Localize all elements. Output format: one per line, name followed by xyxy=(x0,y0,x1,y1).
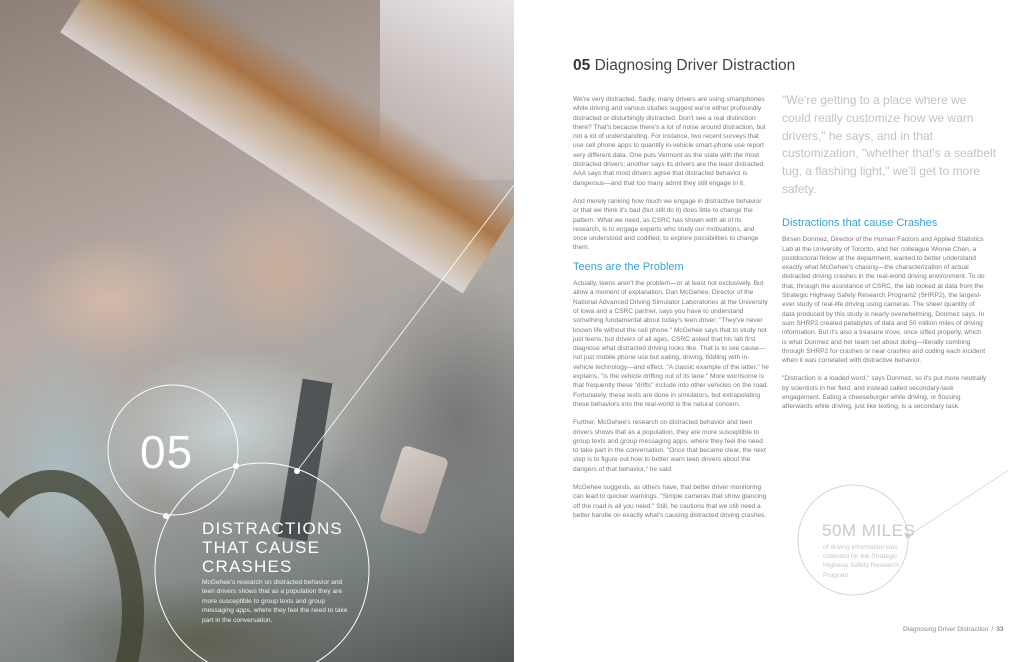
left-column xyxy=(573,95,769,529)
section-heading-teens: Teens are the Problem xyxy=(573,260,684,273)
footer-separator: / xyxy=(991,626,994,633)
paragraph: Further, McGehee's research on distracted behavior and teen drivers shows that as a population, they are more susceptible to group texts and group messaging apps, where they feel the need to take part in the conversation. "Once that became clear, the next step is to figure out how to better warn teen drivers about the dangers of that behavior," he said. xyxy=(573,419,766,473)
paragraph: And merely ranking how much we engage in distractive behavior or that we think it's bad (but still do it) does little to change the pattern. What we need, as CSRC has shown with all of its research, is to engage experts who study our motivations, and once understood and codified, to explore possibilities to change them. xyxy=(573,197,762,252)
stat-description: of driving information was collected for the Strategic Highway Safety Research Program xyxy=(823,544,899,579)
page-title-number: 05 xyxy=(573,57,591,74)
footer-section: Diagnosing Driver Distraction xyxy=(903,626,989,633)
paragraph: Actually, teens aren't the problem—or at least not exclusively. But allow a moment of explanation. Dan McGehee, Director of the National Advanced Driving Simulator Laboratories at the University of Iowa and a CSRC partner, says you have to understand something fundamental about today's teen driver: "They've never known life without the cell phone." McGehee says that to study not just teens, but drivers of all ages, CSRC asked that his lab first diagnose what distracted driving looks like. That is to see cause—not just mobile phone use but eating, driving, fiddling with in-vehicle technology—and effect. "A classic example of the latter," he explains, "is the vehicle drifting out of its lane." More worrisome is that frequently these "drifts" include into other vehicles on the road. Fortunately, these tests are done in simulators, but extrapolating these behaviors into the real-world is the natural concern. xyxy=(573,280,769,408)
paragraph: Birsen Donmez, Director of the Human Factors and Applied Statistics Lab at the University of Toronto, and her colleague Winnie Chen, a postdoctoral fellow at the department, wanted to better understand exactly what McGehee's chasing—the characterization of actual distracted driving crashes in the real-world driving environment. To do that, through the assistance of CSRC, the lab looked at data from the Strategic Highway Safety Research Program2 (SHRP2), the largest-ever study of real-life driving using cameras. The sheer quantity of data produced by this study is nearly overwhelming, Donmez says. In sum SHRP2 created petabytes of data and 50 million miles of driving information. But it's also a treasure trove, once sifted properly, which is what Donmez and her team set about doing—literally combing through SHRP2 for crashes or near crashes and coding each incident when it was correlated with distractive behavior. xyxy=(782,236,986,365)
stat-value: 50M MILES xyxy=(822,521,916,540)
page-title-text: Diagnosing Driver Distraction xyxy=(594,57,796,74)
page-footer xyxy=(903,626,1004,633)
chapter-title-line: DISTRACTIONS xyxy=(202,519,343,538)
page-title xyxy=(573,57,795,75)
chapter-number: 05 xyxy=(140,426,194,478)
chapter-title xyxy=(202,519,343,576)
section-heading-distractions: Distractions that cause Crashes xyxy=(782,217,938,229)
chapter-summary: McGehee's research on distracted behavior and teen drivers shows that as a population they are more susceptible to group texts and group messaging apps, where they feel the need to take part in the conversation. xyxy=(202,579,348,624)
paragraph: We're very distracted. Sadly, many drivers are using smartphones while driving and various studies suggest we're either profoundly distracted or disturbingly distracted. Don't see a real distinction there? That's because there's a lot of noise around distraction, but not a lot of understanding. For instance, two recent surveys that use cell phone apps to quantify in-vehicle smart-phone use report very different data. One puts Vermont as the state with the most distracted drivers; another says its drivers are the least distracted. AAA says that most drivers agree that distracted behavior is dangerous—and that too many admit they still engage in it. xyxy=(573,96,766,187)
pull-quote: "We're getting to a place where we could really customize how we warn drivers," he says, and in that customization, "whether that's a seatbelt tug, a flashing light," we'll get to more safety. xyxy=(782,93,996,196)
chapter-title-line: CRASHES xyxy=(202,557,293,576)
paragraph: McGehee suggests, as others have, that better driver monitoring can lead to quicker warnings. "Simple cameras that show glancing off the road is all you need." Still, he cautions that we still need a better handle on exactly what's causing distracted driving crashes. xyxy=(573,483,767,519)
right-column xyxy=(782,219,987,421)
page-number: 33 xyxy=(996,626,1004,633)
chapter-title-line: THAT CAUSE xyxy=(202,538,321,557)
paragraph: "Distraction is a loaded word," says Donmez, so it's put more neutrally by scientists in her field, and instead called secondary-task engagement. Eating a cheeseburger while driving, or flossing afterwards while driving, just like texting, is a secondary task. xyxy=(782,375,987,411)
